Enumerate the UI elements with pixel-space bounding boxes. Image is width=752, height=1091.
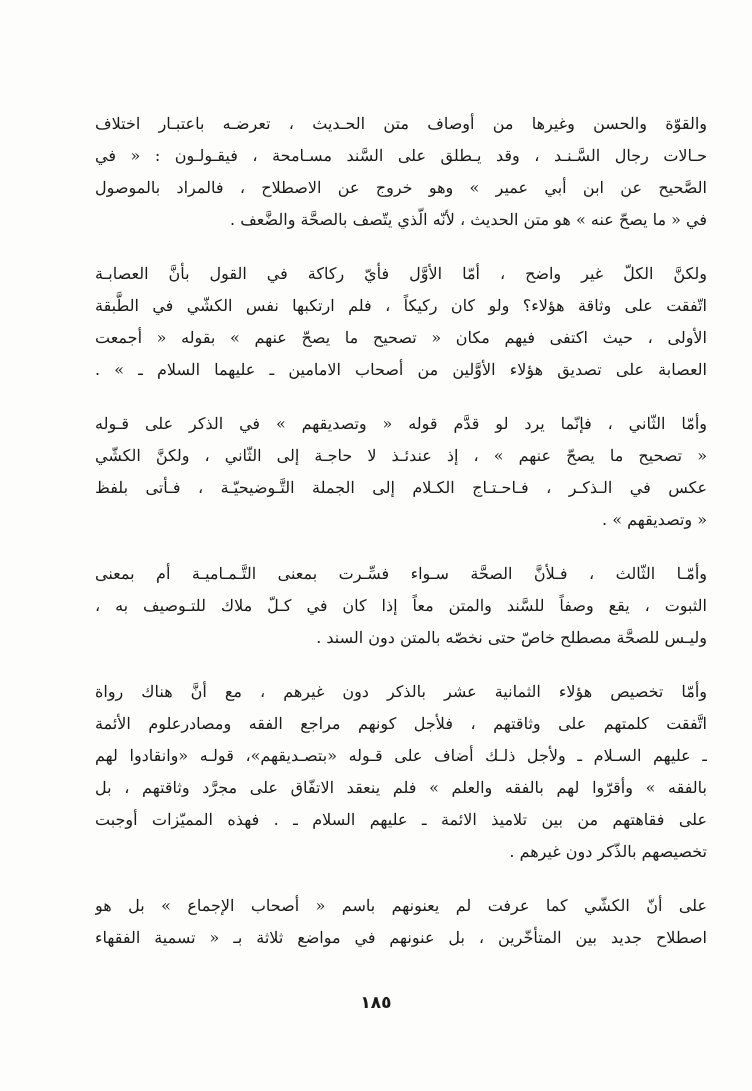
- body-text: [95, 108, 707, 976]
- text-line: الأولى ، حيث اكتفى فيهم مكان « تصحيح ما يصحّ عنهم » بقوله « أجمعت: [95, 328, 707, 347]
- paragraph-6: [95, 890, 707, 954]
- text-line: « تصحيح ما يصحّ عنهم » ، إذ عندئـذ لا حاجـة إلى الثّاني ، ولكنَّ الكشّي: [95, 446, 707, 465]
- text-line: وليـس للصحَّة مصطلح خاصّ حتى نخصّه بالمتن دون السند .: [316, 628, 707, 647]
- text-line: وأمّا تخصيص هؤلاء الثمانية عشر بالذكر دون غيرهم ، مع أنَّ هناك رواة: [95, 682, 707, 701]
- text-line: بالفقه » وأقرّوا لهم بالفقه والعلم » فلم ينعقد الاتفّاق على مجرَّد وثاقتهم ، بل: [95, 778, 707, 797]
- text-line: عكس في الـذكـر ، فـاحـتـاج الكـلام إلى الجملة التَّـوضيحيّـة ، فـأتى بلفظ: [95, 478, 707, 497]
- paragraph-2: [95, 258, 707, 386]
- paragraph-3: [95, 408, 707, 536]
- text-line: العصابة على تصديق هؤلاء الأوَّلين من أصحاب الامامين ـ عليهما السلام ـ » .: [95, 360, 707, 379]
- text-line: اتّفقت على وثاقة هؤلاء؟ ولو كان ركيكاً ، فلم ارتكبها نفس الكشّي في الطَّبقة: [95, 296, 707, 315]
- text-line: « وتصديقهم » .: [602, 510, 707, 529]
- text-line: حـالات رجال السَّـنـد ، وقد يـطلق على السَّند مسـامحة ، فيقـولـون : « في: [95, 146, 707, 165]
- text-line: وأمّا الثّاني ، فإنّما يرد لو قدَّم قوله « وتصديقهم » في الذكر على قـوله: [95, 414, 707, 433]
- text-line: والقوّة والحسن وغيرها من أوصاف متن الحـديث ، تعرضـه باعتبـار اختلاف: [95, 114, 707, 133]
- text-line: تخصيصهم بالذّكر دون غيرهم .: [509, 842, 707, 861]
- text-line: الثبوت ، يقع وصفاً للسَّند والمتن معاً إذا كان في كـلّ ملاك للتـوصيف به ،: [95, 596, 707, 615]
- text-line: وأمّـا الثّالث ، فـلأنَّ الصحَّة سـواء فسِّـرت بمعنى التَّـمـاميـة أم بمعنى: [95, 564, 707, 583]
- paragraph-5: [95, 676, 707, 868]
- text-line: الصَّحيح عن ابن أبي عمير » وهو خروج عن الاصطلاح ، فالمراد بالموصول: [95, 178, 707, 197]
- text-line: اصطلاح جديد بين المتأخّرين ، بل عنونهم في مواضع ثلاثة بـ « تسمية الفقهاء: [95, 928, 707, 947]
- text-line: على فقاهتهم من بين تلاميذ الائمة ـ عليهم السلام ـ . فهذه المميّزات أوجبت: [95, 810, 707, 829]
- paragraph-1: [95, 108, 707, 236]
- text-line: ـ عليهم السـلام ـ ولأجل ذلـك أضاف على قـوله «بتصـديقهم»، قولـه «وانقادوا لهم: [95, 746, 707, 765]
- text-line: ولكنَّ الكلّ غير واضح ، أمّا الأوَّل فأيّ ركاكة في القول بأنَّ العصابـة: [95, 264, 707, 283]
- text-line: على أنّ الكشّي كما عرفت لم يعنونهم باسم « أصحاب الإجماع » بل هو: [95, 896, 707, 915]
- text-line: اتَّفقت كلمتهم على وثاقتهم ، فلأجل كونهم مراجع الفقه ومصادرعلوم الأئمة: [95, 714, 707, 733]
- page-number: ١٨٥: [360, 993, 392, 1013]
- text-line: في « ما يصحّ عنه » هو متن الحديث ، لأنّه الّذي يتّصف بالصحَّة والضَّعف .: [230, 210, 707, 229]
- paragraph-4: [95, 558, 707, 654]
